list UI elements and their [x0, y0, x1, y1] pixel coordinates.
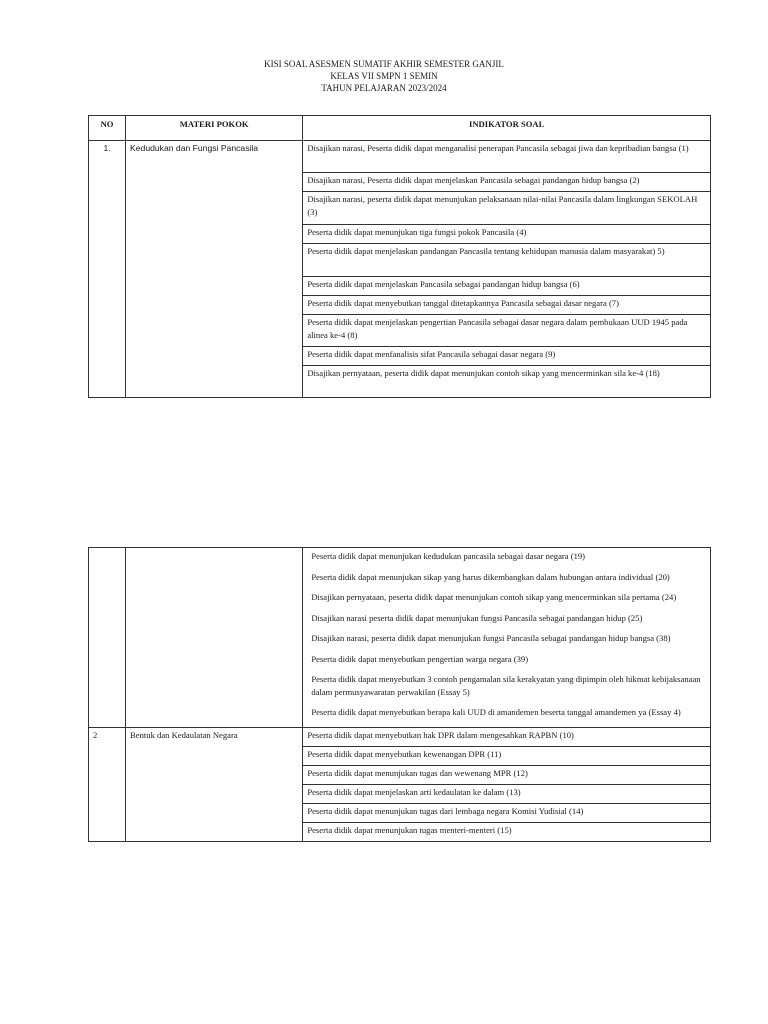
materi-pokok-cell: Kedudukan dan Fungsi Pancasila: [126, 141, 303, 398]
indikator-cell: Peserta didik dapat menunjukan tiga fungsi pokok Pancasila (4): [303, 225, 711, 244]
indikator-item: Peserta didik dapat menyebutkan 3 contoh pengamalan sila kerakyatan yang dipimpin oleh hikmat kebijaksanaan dalam permusyawaratan perwakilan (Essay 5): [311, 674, 701, 697]
kisi-table-part1: [88, 115, 711, 398]
indikator-cell: Peserta didik dapat menfanalisis sifat Pancasila sebagai dasar negara (9): [303, 347, 711, 366]
indikator-cell: Peserta didik dapat menjelaskan pandangan Pancasila tentang kehidupan manusia dalam masyarakat) 5): [303, 244, 711, 277]
row-number-empty: [89, 548, 126, 728]
table-row: [89, 548, 711, 728]
indikator-cell: Peserta didik dapat menunjukan tugas dari lembaga negara Komisi Yudisial (14): [303, 803, 711, 822]
indikator-cell: Disajikan narasi, peserta didik dapat menunjukan pelaksanaan nilai-nilai Pancasila dalam lingkungan SEKOLAH (3): [303, 192, 711, 225]
indikator-cell: Disajikan narasi, Peserta didik dapat menganalisi penerapan Pancasila sebagai jiwa dan kepribadian bangsa (1): [303, 141, 711, 173]
table-row: [89, 727, 711, 746]
indikator-cell: Peserta didik dapat menyebutkan tanggal ditetapkannya Pancasila sebagai dasar negara (7): [303, 296, 711, 315]
indikator-item: Disajikan pernyataan, peserta didik dapat menunjukan contoh sikap yang mencerminkan sila pertama (24): [311, 592, 677, 602]
indikator-item: Disajikan narasi peserta didik dapat menunjukan fungsi Pancasila sebagai pandangan hidup (25): [311, 612, 643, 623]
row-number: 2: [89, 727, 126, 841]
table-row: [89, 141, 711, 173]
indikator-item: Peserta didik dapat menyebutkan pengertian warga negara (39): [311, 653, 529, 664]
header-no: NO: [89, 116, 126, 141]
table-header-row: [89, 116, 711, 141]
document-heading: [0, 58, 768, 94]
indikator-cell: Disajikan narasi, Peserta didik dapat menjelaskan Pancasila sebagai pandangan hidup bangsa (2): [303, 173, 711, 192]
header-materi-pokok: MATERI POKOK: [126, 116, 303, 141]
kisi-table-part2: [88, 547, 711, 842]
materi-pokok-empty: [126, 548, 303, 728]
indikator-item: Peserta didik dapat menunjukan sikap yang harus dikembangkan dalam hubungan antara individual (20): [311, 571, 670, 582]
indikator-continued-cell: [303, 548, 711, 728]
indikator-cell: Peserta didik dapat menyebutkan kewenangan DPR (11): [303, 746, 711, 765]
heading-year: TAHUN PELAJARAN 2023/2024: [321, 83, 447, 93]
indikator-cell: Peserta didik dapat menunjukan tugas dan wewenang MPR (12): [303, 765, 711, 784]
indikator-cell: Peserta didik dapat menunjukan tugas menteri-menteri (15): [303, 822, 711, 841]
materi-pokok-cell: Bentuk dan Kedaulatan Negara: [126, 727, 303, 841]
heading-class: KELAS VII SMPN 1 SEMIN: [330, 71, 438, 81]
indikator-cell: Peserta didik dapat menjelaskan arti kedaulatan ke dalam (13): [303, 784, 711, 803]
row-number: 1.: [89, 141, 126, 398]
indikator-item: Peserta didik dapat menyebutkan berapa kali UUD di amandemen beserta tanggal amandemen ya (Essay 4): [311, 707, 681, 717]
header-indikator-soal: INDIKATOR SOAL: [303, 116, 711, 141]
indikator-cell: Peserta didik dapat menjelaskan pengertian Pancasila sebagai dasar negara dalam pembukaan UUD 1945 pada alinea ke-4 (8): [303, 315, 711, 347]
heading-title: KISI SOAL ASESMEN SUMATIF AKHIR SEMESTER GANJIL: [264, 59, 504, 69]
indikator-item: Peserta didik dapat menunjukan kedudukan pancasila sebagai dasar negara (19): [311, 551, 586, 561]
indikator-cell: Disajikan pernyataan, peserta didik dapat menunjukan contoh sikap yang mencerminkan sila ke-4 (18): [303, 366, 711, 398]
indikator-cell: Peserta didik dapat menyebutkan hak DPR dalam mengesahkan RAPBN (10): [303, 727, 711, 746]
indikator-item: Disajikan narasi, peserta didik dapat menunjukan fungsi Pancasila sebagai pandangan hidup bangsa (38): [311, 633, 671, 643]
indikator-cell: Peserta didik dapat menjelaskan Pancasila sebagai pandangan hidup bangsa (6): [303, 277, 711, 296]
